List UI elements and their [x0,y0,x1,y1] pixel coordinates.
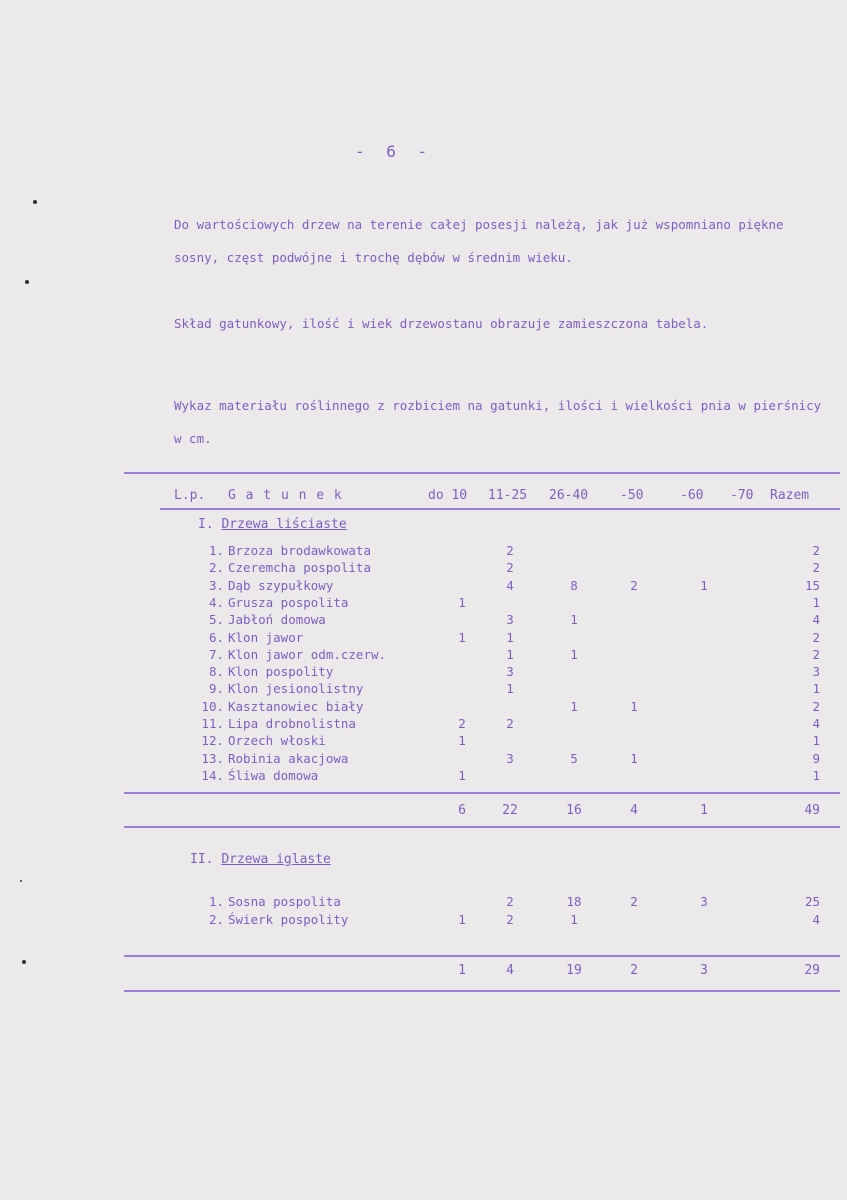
sum-cell: 3 [700,963,708,978]
row-number: 13. [201,750,224,766]
header-col-26-40: 26-40 [549,488,589,503]
sum-total-cell: 29 [804,963,820,978]
sum-cell: 6 [458,803,466,818]
sum-cell: 4 [630,803,638,818]
total-cell: 1 [812,767,820,783]
species-name: Orzech włoski [228,733,326,749]
table-row [0,543,847,560]
sum-cell: 22 [502,803,518,818]
table-top-rule [124,472,840,474]
table-row [0,630,847,647]
count-cell: 5 [570,750,578,766]
section-2-number: II. [190,852,214,867]
count-cell: 1 [458,594,466,610]
count-cell: 1 [570,912,578,927]
species-name: Klon pospolity [228,664,334,680]
punch-hole-mark [22,960,26,964]
paragraph-1: Do wartościowych drzew na terenie całej posesji należą, jak już wspomniano piękne sosny, częst podwójne i trochę dębów w średnim wieku. [174,217,784,265]
count-cell: 1 [458,912,466,927]
total-cell: 3 [812,664,820,680]
row-number: 2. [208,912,224,927]
paragraph-3: Wykaz materiału roślinnego z rozbiciem na gatunki, ilości i wielkości pnia w pierśnicy w cm. [174,398,822,446]
table-row [0,612,847,629]
row-number: 2. [208,560,224,576]
sum-cell: 1 [700,803,708,818]
total-cell: 1 [812,594,820,610]
header-col-70: -70 [730,488,754,503]
row-number: 6. [208,629,224,645]
row-number: 12. [201,733,224,749]
section-1-sum-top-rule [124,792,840,794]
species-name: Klon jawor [228,629,304,645]
table-row [0,716,847,733]
count-cell: 1 [700,577,708,593]
species-name: Robinia akacjowa [228,750,349,766]
row-number: 14. [201,767,224,783]
table-row [0,912,847,929]
table-row [0,751,847,768]
count-cell: 1 [630,750,638,766]
total-cell: 2 [812,646,820,662]
count-cell: 1 [458,767,466,783]
species-name: Śliwa domowa [228,767,319,783]
table-row [0,560,847,577]
row-number: 11. [201,716,224,731]
table-row [0,681,847,698]
table-row [0,733,847,750]
count-cell: 3 [506,750,514,766]
count-cell: 2 [458,716,466,731]
species-name: Czeremcha pospolita [228,560,371,576]
table-row [0,647,847,664]
header-col-60: -60 [680,488,704,503]
count-cell: 2 [506,543,514,558]
sum-cell: 19 [566,963,582,978]
total-cell: 25 [804,894,820,909]
species-name: Kasztanowiec biały [228,698,364,714]
row-number: 4. [208,594,224,610]
species-name: Grusza pospolita [228,594,349,610]
header-col-do10: do 10 [428,488,468,503]
total-cell: 4 [812,612,820,628]
table-row [0,578,847,595]
page-number: - 6 - [355,142,434,161]
row-number: 9. [208,681,224,697]
table-bottom-rule [124,990,840,992]
sum-total-cell: 49 [804,803,820,818]
section-1-heading [198,517,347,532]
total-cell: 2 [812,543,820,558]
total-cell: 15 [804,577,820,593]
count-cell: 2 [506,560,514,576]
section-2-sum-top-rule [124,955,840,957]
count-cell: 1 [570,612,578,628]
species-name: Klon jesionolistny [228,681,364,697]
punch-hole-mark [25,280,29,284]
header-col-11-25: 11-25 [488,488,528,503]
paragraph-2: Skład gatunkowy, ilość i wiek drzewostanu obrazuje zamieszczona tabela. [174,316,709,331]
species-name: Sosna pospolita [228,894,341,909]
row-number: 5. [208,612,224,628]
count-cell: 3 [506,612,514,628]
count-cell: 1 [570,646,578,662]
count-cell: 18 [566,894,582,909]
count-cell: 2 [506,894,514,909]
count-cell: 3 [700,894,708,909]
row-number: 1. [208,894,224,909]
count-cell: 8 [570,577,578,593]
count-cell: 2 [506,912,514,927]
sum-cell: 4 [506,963,514,978]
row-number: 3. [208,577,224,593]
count-cell: 1 [458,733,466,749]
row-number: 1. [208,543,224,558]
table-row [0,894,847,911]
table-row [0,664,847,681]
species-name: Dąb szypułkowy [228,577,334,593]
table-row [0,768,847,785]
total-cell: 1 [812,733,820,749]
sum-cell: 16 [566,803,582,818]
section-2-title: Drzewa iglaste [221,852,331,867]
count-cell: 1 [506,629,514,645]
header-col-50: -50 [620,488,644,503]
count-cell: 3 [506,664,514,680]
table-row [0,699,847,716]
section-1-title: Drzewa liściaste [221,517,347,532]
punch-hole-mark [20,880,22,882]
section-2-heading [190,852,331,867]
count-cell: 1 [506,646,514,662]
species-name: Jabłoń domowa [228,612,326,628]
total-cell: 4 [812,716,820,731]
section-1-number: I. [198,517,214,532]
section-1-sum-bottom-rule [124,826,840,828]
total-cell: 2 [812,629,820,645]
count-cell: 2 [630,894,638,909]
count-cell: 1 [506,681,514,697]
total-cell: 2 [812,698,820,714]
header-bottom-rule [160,508,840,510]
count-cell: 2 [630,577,638,593]
header-lp: L.p. [174,488,206,503]
count-cell: 1 [630,698,638,714]
table-row [0,595,847,612]
row-number: 10. [201,698,224,714]
species-name: Brzoza brodawkowata [228,543,371,558]
total-cell: 9 [812,750,820,766]
total-cell: 4 [812,912,820,927]
species-name: Lipa drobnolistna [228,716,356,731]
row-number: 7. [208,646,224,662]
row-number: 8. [208,664,224,680]
punch-hole-mark [33,200,37,204]
sum-cell: 2 [630,963,638,978]
count-cell: 4 [506,577,514,593]
count-cell: 2 [506,716,514,731]
count-cell: 1 [570,698,578,714]
species-name: Świerk pospolity [228,912,349,927]
total-cell: 2 [812,560,820,576]
count-cell: 1 [458,629,466,645]
header-col-razem: Razem [770,488,810,503]
header-gatunek: G a t u n e k [228,488,343,503]
sum-cell: 1 [458,963,466,978]
species-name: Klon jawor odm.czerw. [228,646,387,662]
total-cell: 1 [812,681,820,697]
